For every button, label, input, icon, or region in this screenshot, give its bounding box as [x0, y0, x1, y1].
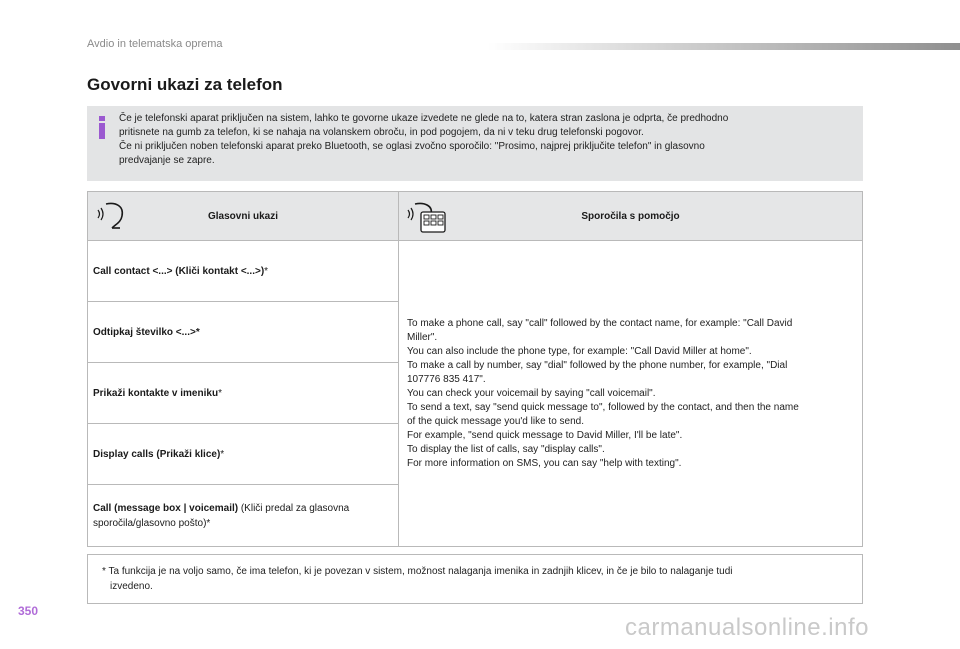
col-header-help-messages — [399, 192, 863, 241]
command-call-voicemail: Call (message box | voicemail) (Kliči predal za glasovna sporočila/glasovno pošto)* — [88, 485, 399, 547]
help-response-text — [399, 241, 863, 547]
response-line: You can also include the phone type, for example: "Call David Miller at home". — [407, 345, 752, 357]
response-line: To make a phone call, say "call" followed by the contact name, for example: "Call David — [407, 317, 793, 329]
response-line: You can check your voicemail by saying "call voicemail". — [407, 387, 656, 399]
response-line: of the quick message you'd like to send. — [407, 415, 585, 427]
command-dial-number: Odtipkaj številko <...>* — [88, 302, 399, 363]
section-label: Avdio in telematska oprema — [87, 38, 223, 50]
col-header-voice-commands-label: Glasovni ukazi — [207, 210, 279, 222]
command-call-contact: Call contact <...> (Kliči kontakt <...>)* — [88, 241, 399, 302]
info-icon — [97, 116, 107, 139]
response-line: Miller". — [407, 331, 438, 343]
voice-commands-table — [87, 191, 863, 547]
response-line: 107776 835 417". — [407, 373, 486, 385]
footnote-line-2: izvedeno. — [110, 581, 153, 592]
footnote — [87, 554, 863, 604]
info-line-1: Če je telefonski aparat priključen na sistem, lahko te govorne ukaze izvedete ne glede na to, katera stran zaslona je odprta, če predhodno — [119, 113, 729, 124]
header-gradient-bar — [488, 43, 960, 50]
page-title: Govorni ukazi za telefon — [87, 75, 283, 94]
response-line: To send a text, say "send quick message to", followed by the contact, and then the name — [407, 401, 799, 413]
voice-command-icon — [96, 200, 132, 232]
col-header-voice-commands — [88, 192, 399, 241]
command-display-calls: Display calls (Prikaži klice)* — [88, 424, 399, 485]
response-line: For more information on SMS, you can say "help with texting". — [407, 457, 682, 469]
info-line-2: pritisnete na gumb za telefon, ki se nahaja na volanskem obroču, in pod pogojem, da ni v teku drug telefonski pogovor. — [119, 127, 644, 138]
info-line-4: predvajanje se zapre. — [119, 155, 215, 166]
help-message-icon — [407, 200, 447, 234]
response-line: To display the list of calls, say "display calls". — [407, 443, 605, 455]
response-line: To make a call by number, say "dial" followed by the phone number, for example, "Dial — [407, 359, 788, 371]
info-line-3: Če ni priključen noben telefonski aparat preko Bluetooth, se oglasi zvočno sporočilo: "Prosimo, najprej priključite telefon" in glasovno — [119, 141, 705, 152]
page-number: 350 — [18, 604, 39, 618]
watermark: carmanualsonline.info — [625, 614, 869, 641]
command-show-contacts: Prikaži kontakte v imeniku* — [88, 363, 399, 424]
col-header-help-messages-label: Sporočila s pomočjo — [581, 210, 680, 222]
response-line: For example, "send quick message to David Miller, I'll be late". — [407, 429, 683, 441]
footnote-line-1: * Ta funkcija je na voljo samo, če ima telefon, ki je povezan v sistem, možnost nalaganja imenika in zadnjih klicev, in če je bilo to nalaganje tudi — [102, 566, 733, 577]
info-box — [87, 106, 863, 181]
